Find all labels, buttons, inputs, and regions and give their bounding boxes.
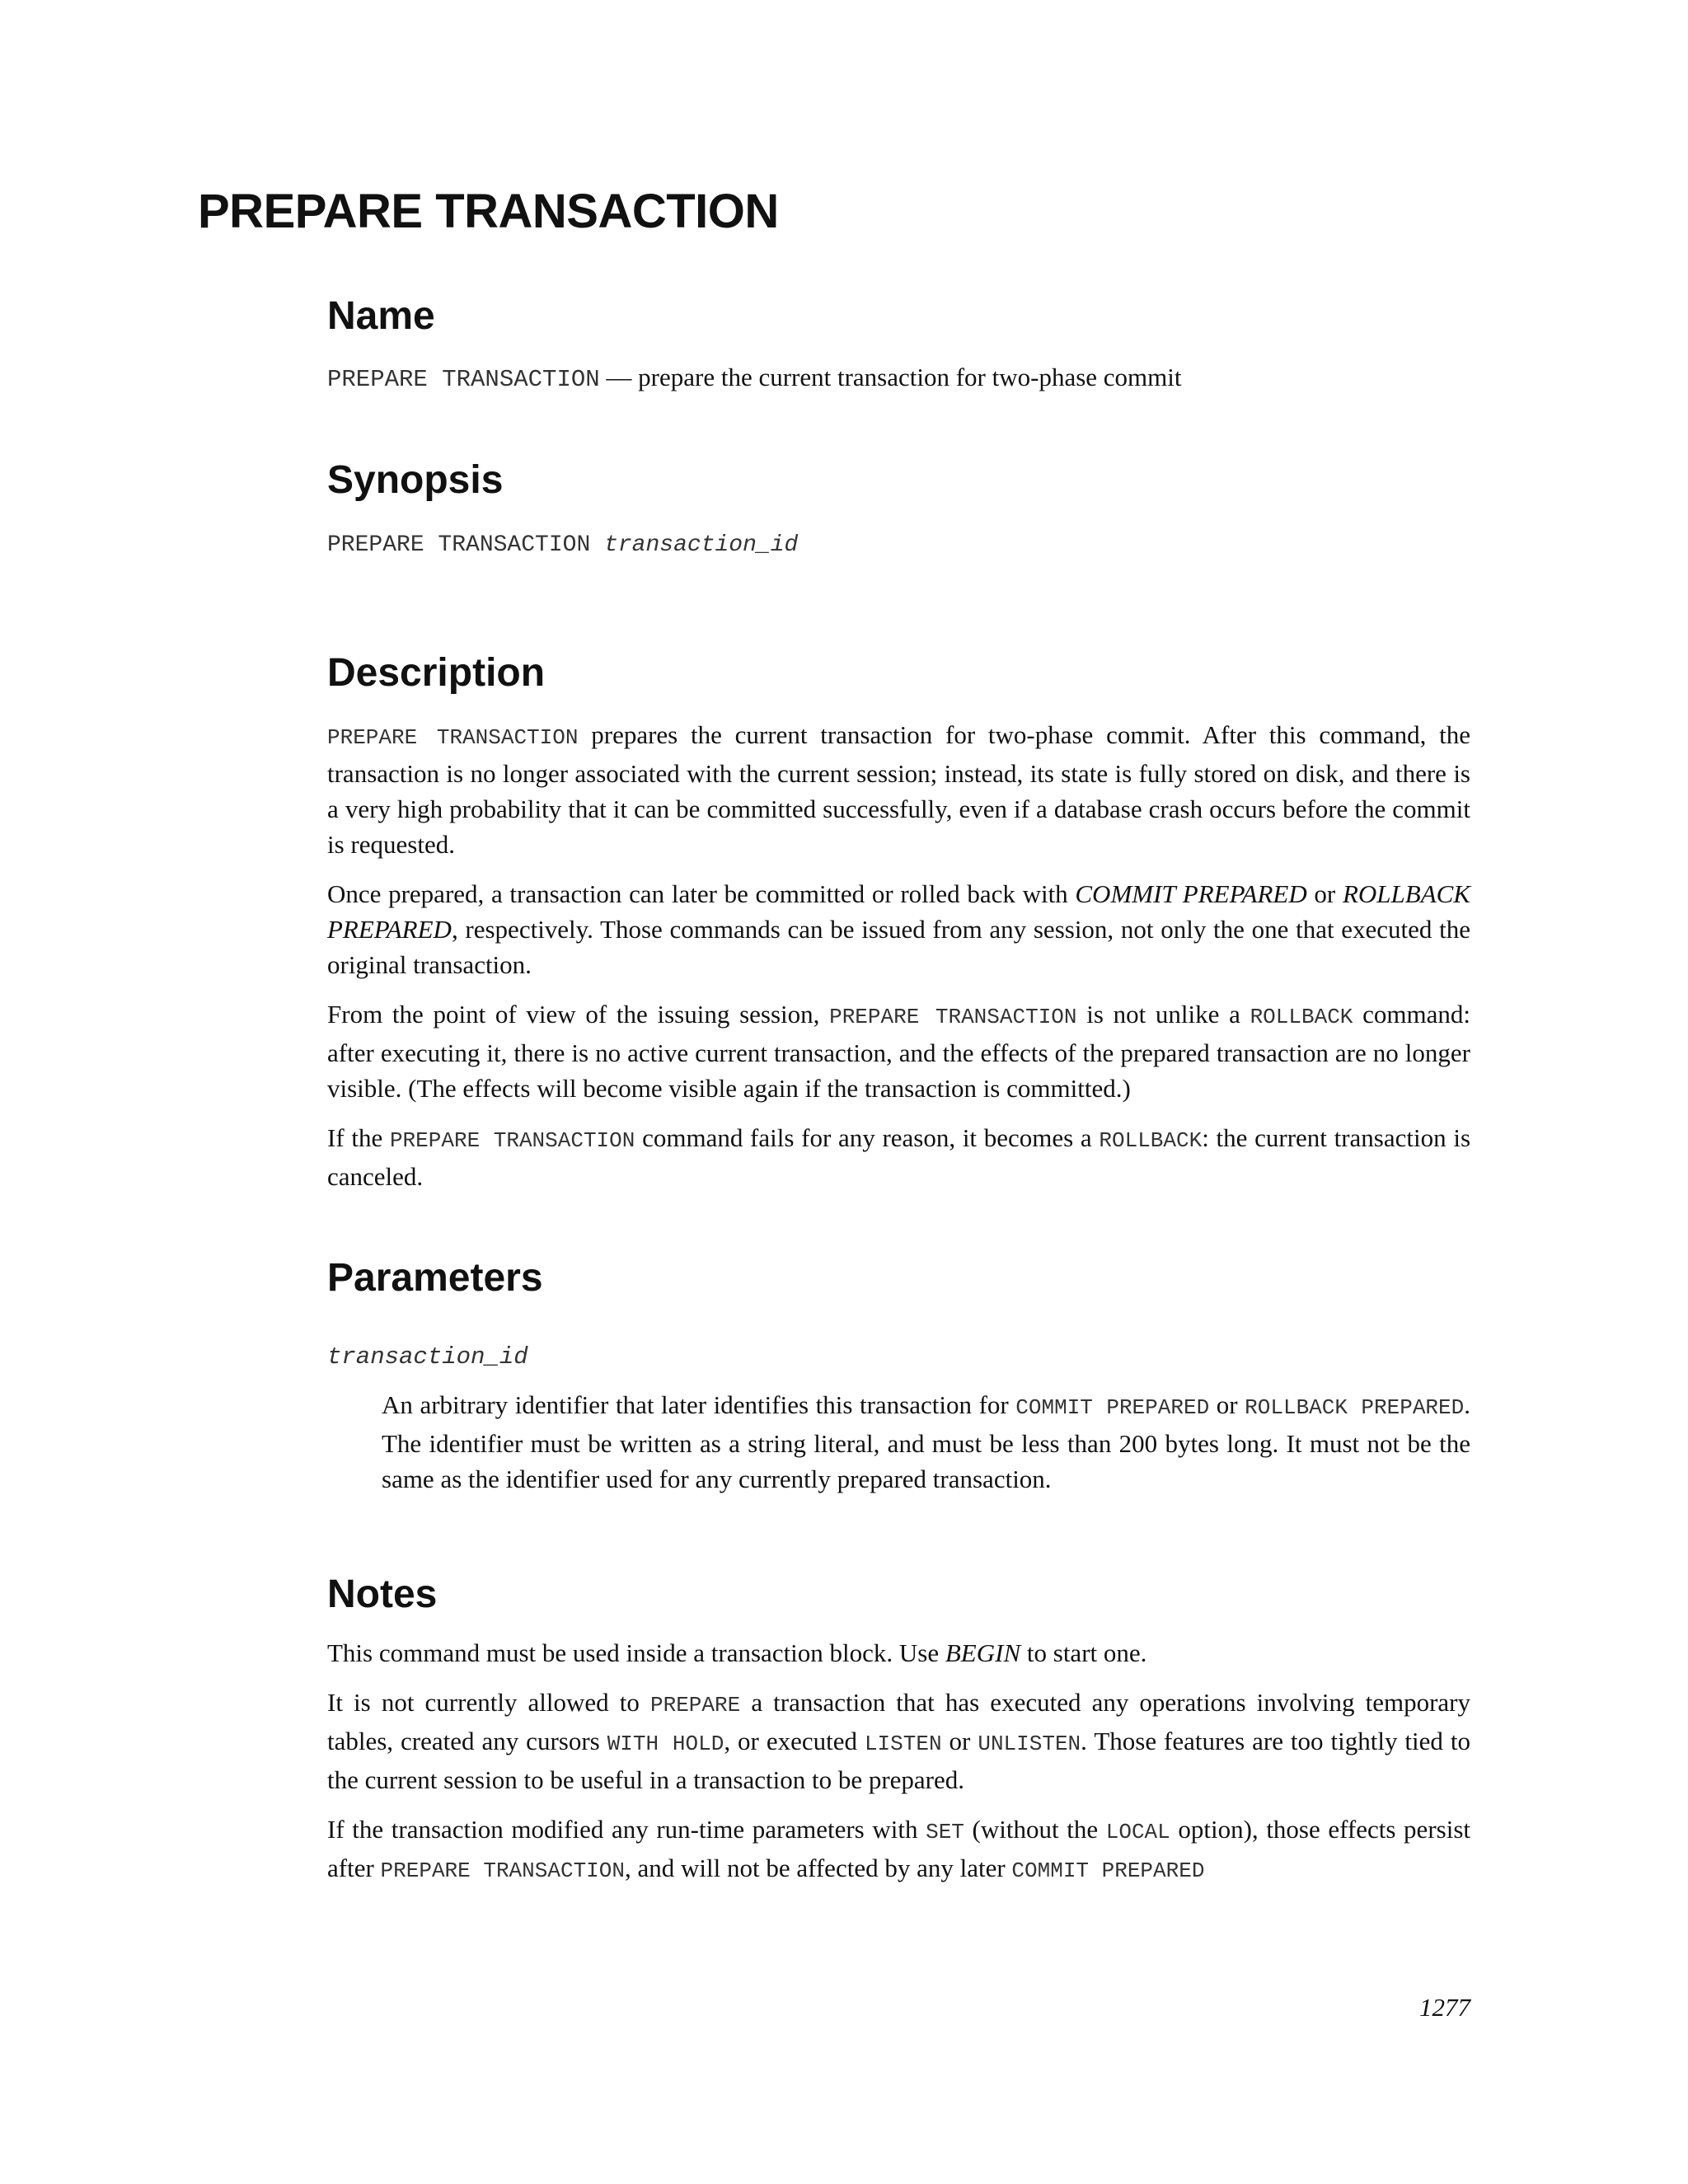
paragraph-text: to start one. — [1020, 1638, 1147, 1667]
paragraph-text: or — [1306, 879, 1343, 908]
command-reference: COMMIT PREPARED — [1075, 879, 1307, 908]
paragraph-text: option), those effects persist after — [327, 1815, 1470, 1882]
paragraph-text: , and will not be affected by any later — [624, 1854, 1012, 1882]
paragraph-text: is not unlike a — [1076, 1000, 1250, 1029]
inline-code: LISTEN — [864, 1732, 942, 1756]
inline-code: ROLLBACK PREPARED — [1245, 1395, 1465, 1420]
command-reference: BEGIN — [945, 1638, 1021, 1667]
paragraph-text: prepares the current transaction for two-phase commit. After this command, the transaction is no longer associated with the current session; instead, its state is fully stored on disk, and there is a very high probability that it can be committed successfully, even if a database crash occurs before the commit is requested. — [327, 720, 1470, 859]
command-reference: ROLLBACK PREPARED — [327, 879, 1470, 944]
paragraph-text: a transaction that has executed any operations involving temporary tables, created any cursors — [327, 1688, 1470, 1755]
paragraph-text: An arbitrary identifier that later identifies this transaction for — [382, 1390, 1016, 1419]
name-purpose: — prepare the current transaction for two-phase commit — [599, 363, 1182, 391]
inline-code: ROLLBACK — [1099, 1128, 1203, 1153]
parameter-description — [382, 1387, 1470, 1497]
paragraph-text: command: after executing it, there is no active current transaction, and the effects of the prepared transaction are no longer visible. (The effects will become visible again if the transaction is committed.) — [327, 1000, 1470, 1103]
notes-paragraph-3 — [327, 1811, 1470, 1889]
inline-code: PREPARE TRANSACTION — [389, 1128, 635, 1153]
inline-code: PREPARE TRANSACTION — [380, 1858, 625, 1883]
inline-code: ROLLBACK — [1250, 1005, 1353, 1029]
paragraph-text: If the transaction modified any run-time parameters with — [327, 1815, 926, 1844]
notes-heading: Notes — [327, 1572, 438, 1616]
notes-body — [327, 1635, 1470, 1903]
description-heading: Description — [327, 651, 546, 695]
paragraph-text: or — [1209, 1390, 1245, 1419]
inline-code: LOCAL — [1105, 1820, 1170, 1844]
notes-paragraph-1 — [327, 1635, 1470, 1671]
description-body — [327, 717, 1470, 1208]
name-command: PREPARE TRANSACTION — [327, 366, 600, 393]
paragraph-text: . Those features are too tightly tied to the current session to be useful in a transaction to be prepared. — [327, 1727, 1470, 1794]
inline-code: PREPARE TRANSACTION — [829, 1005, 1077, 1029]
description-paragraph-2 — [327, 876, 1470, 982]
paragraph-text: Once prepared, a transaction can later be committed or rolled back with — [327, 879, 1076, 908]
paragraph-text: command fails for any reason, it becomes a — [635, 1123, 1100, 1152]
synopsis-heading: Synopsis — [327, 458, 504, 502]
paragraph-text: (without the — [964, 1815, 1106, 1844]
page-title: PREPARE TRANSACTION — [198, 185, 779, 238]
parameter-definition — [382, 1387, 1470, 1511]
notes-paragraph-2 — [327, 1685, 1470, 1797]
paragraph-text: This command must be used inside a transaction block. Use — [327, 1638, 945, 1667]
name-summary — [327, 359, 1470, 397]
page-number: 1277 — [1419, 1993, 1470, 2022]
paragraph-text: It is not currently allowed to — [327, 1688, 650, 1717]
description-paragraph-3 — [327, 996, 1470, 1106]
parameter-term: transaction_id — [327, 1343, 528, 1371]
inline-code: UNLISTEN — [978, 1732, 1081, 1756]
synopsis-keyword: PREPARE TRANSACTION — [327, 532, 605, 558]
inline-code: PREPARE TRANSACTION — [327, 725, 579, 750]
name-heading: Name — [327, 294, 435, 338]
paragraph-text: , or executed — [724, 1727, 865, 1755]
synopsis-command — [327, 531, 798, 560]
paragraph-text: : the current transaction is canceled. — [327, 1123, 1471, 1191]
paragraph-text: or — [941, 1727, 978, 1755]
inline-code: WITH HOLD — [607, 1732, 724, 1756]
inline-code: SET — [926, 1820, 964, 1844]
inline-code: COMMIT PREPARED — [1011, 1858, 1205, 1883]
paragraph-text: , respectively. Those commands can be issued from any session, not only the one that executed the original transaction. — [327, 915, 1470, 979]
inline-code: COMMIT PREPARED — [1015, 1395, 1210, 1420]
name-line — [327, 359, 1470, 411]
description-paragraph-1 — [327, 717, 1470, 862]
paragraph-text: . The identifier must be written as a string literal, and must be less than 200 bytes long. It must not be the same as the identifier used for any currently prepared transaction. — [382, 1390, 1470, 1493]
paragraph-text: If the — [327, 1123, 390, 1152]
paragraph-text: From the point of view of the issuing session, — [327, 1000, 830, 1029]
inline-code: PREPARE — [650, 1693, 741, 1718]
parameters-heading: Parameters — [327, 1256, 543, 1300]
description-paragraph-4 — [327, 1120, 1470, 1194]
synopsis-parameter: transaction_id — [604, 532, 799, 558]
